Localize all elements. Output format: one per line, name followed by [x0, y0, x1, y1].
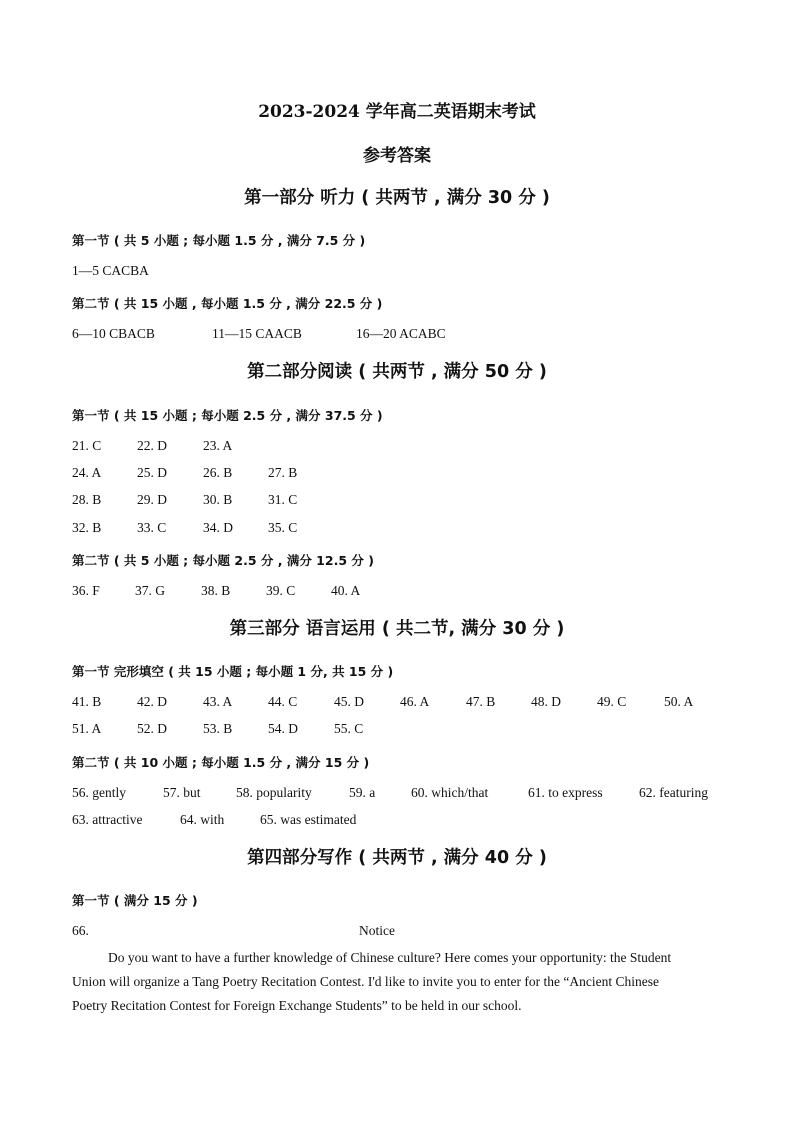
answer-item: 62. featuring	[639, 785, 708, 800]
part3-sec2-heading: 第二节 ( 共 10 小题 ; 每小题 1.5 分 , 满分 15 分 )	[72, 755, 370, 770]
answer-item: 21. C	[72, 438, 102, 453]
answer-item: 65. was estimated	[260, 812, 357, 827]
answer-item: 47. B	[466, 694, 496, 709]
answer-item: 49. C	[597, 694, 627, 709]
answer-item: 48. D	[531, 694, 561, 709]
answer-item: 38. B	[201, 583, 231, 598]
answer-item: 25. D	[137, 465, 167, 480]
answer-item: 64. with	[180, 812, 225, 827]
answer-item: 50. A	[664, 694, 694, 709]
part4-sec1-heading: 第一节 ( 满分 15 分 )	[72, 893, 198, 908]
question-number: 66.	[72, 923, 89, 938]
answer-item: 31. C	[268, 492, 298, 507]
answer-group: 1—5 CACBA	[72, 263, 149, 278]
answer-item: 22. D	[137, 438, 167, 453]
answer-item: 61. to express	[528, 785, 603, 800]
answer-group: 11—15 CAACB	[212, 326, 302, 341]
answer-item: 39. C	[266, 583, 296, 598]
answer-item: 30. B	[203, 492, 233, 507]
part1-heading: 第一部分 听力 ( 共两节 , 满分 30 分 )	[244, 188, 550, 208]
answer-item: 52. D	[137, 721, 167, 736]
answer-item: 55. C	[334, 721, 364, 736]
answer-item: 32. B	[72, 520, 102, 535]
answer-item: 40. A	[331, 583, 361, 598]
part3-heading: 第三部分 语言运用 ( 共二节, 满分 30 分 )	[229, 619, 565, 639]
answer-item: 58. popularity	[236, 785, 312, 800]
answer-item: 29. D	[137, 492, 167, 507]
answer-item: 60. which/that	[411, 785, 489, 800]
paragraph-line: Do you want to have a further knowledge of Chinese culture? Here comes your opportunity: the Student	[108, 950, 672, 965]
part4-heading: 第四部分写作 ( 共两节 , 满分 40 分 )	[247, 848, 547, 868]
answer-item: 46. A	[400, 694, 430, 709]
answer-item: 53. B	[203, 721, 233, 736]
part2-sec2-heading: 第二节 ( 共 5 小题 ; 每小题 2.5 分 , 满分 12.5 分 )	[72, 553, 374, 568]
answer-group: 6—10 CBACB	[72, 326, 155, 341]
notice-paragraph	[72, 946, 722, 1018]
answer-item: 43. A	[203, 694, 233, 709]
part2-heading: 第二部分阅读 ( 共两节 , 满分 50 分 )	[247, 362, 547, 382]
part3-sec1-heading: 第一节 完形填空 ( 共 15 小题 ; 每小题 1 分, 共 15 分 )	[72, 664, 394, 679]
answer-item: 26. B	[203, 465, 233, 480]
answer-item: 34. D	[203, 520, 233, 535]
answer-item: 37. G	[135, 583, 165, 598]
answer-item: 44. C	[268, 694, 298, 709]
paragraph-line: Poetry Recitation Contest for Foreign Exchange Students” to be held in our school.	[72, 998, 522, 1013]
part2-sec1-heading: 第一节 ( 共 15 小题 ; 每小题 2.5 分 , 满分 37.5 分 )	[72, 408, 383, 423]
part1-sec2-heading: 第二节 ( 共 15 小题 , 每小题 1.5 分 , 满分 22.5 分 )	[72, 296, 383, 311]
answer-item: 35. C	[268, 520, 298, 535]
notice-title: Notice	[359, 923, 395, 938]
answer-item: 57. but	[163, 785, 201, 800]
answer-item: 56. gently	[72, 785, 126, 800]
answer-item: 42. D	[137, 694, 167, 709]
part1-sec1-heading: 第一节 ( 共 5 小题 ; 每小题 1.5 分 , 满分 7.5 分 )	[72, 233, 366, 248]
document-title: 2023-2024 学年高二英语期末考试	[258, 102, 536, 122]
document-subtitle: 参考答案	[363, 146, 431, 166]
answer-item: 28. B	[72, 492, 102, 507]
answer-item: 63. attractive	[72, 812, 143, 827]
answer-item: 23. A	[203, 438, 233, 453]
answer-item: 54. D	[268, 721, 298, 736]
answer-item: 59. a	[349, 785, 376, 800]
paragraph-line: Union will organize a Tang Poetry Recitation Contest. I'd like to invite you to enter for the “Ancient Chinese	[72, 974, 659, 989]
answer-item: 45. D	[334, 694, 364, 709]
answer-item: 51. A	[72, 721, 102, 736]
answer-item: 36. F	[72, 583, 100, 598]
answer-group: 16—20 ACABC	[356, 326, 446, 341]
answer-item: 33. C	[137, 520, 167, 535]
answer-item: 27. B	[268, 465, 298, 480]
answer-item: 41. B	[72, 694, 102, 709]
answer-item: 24. A	[72, 465, 102, 480]
